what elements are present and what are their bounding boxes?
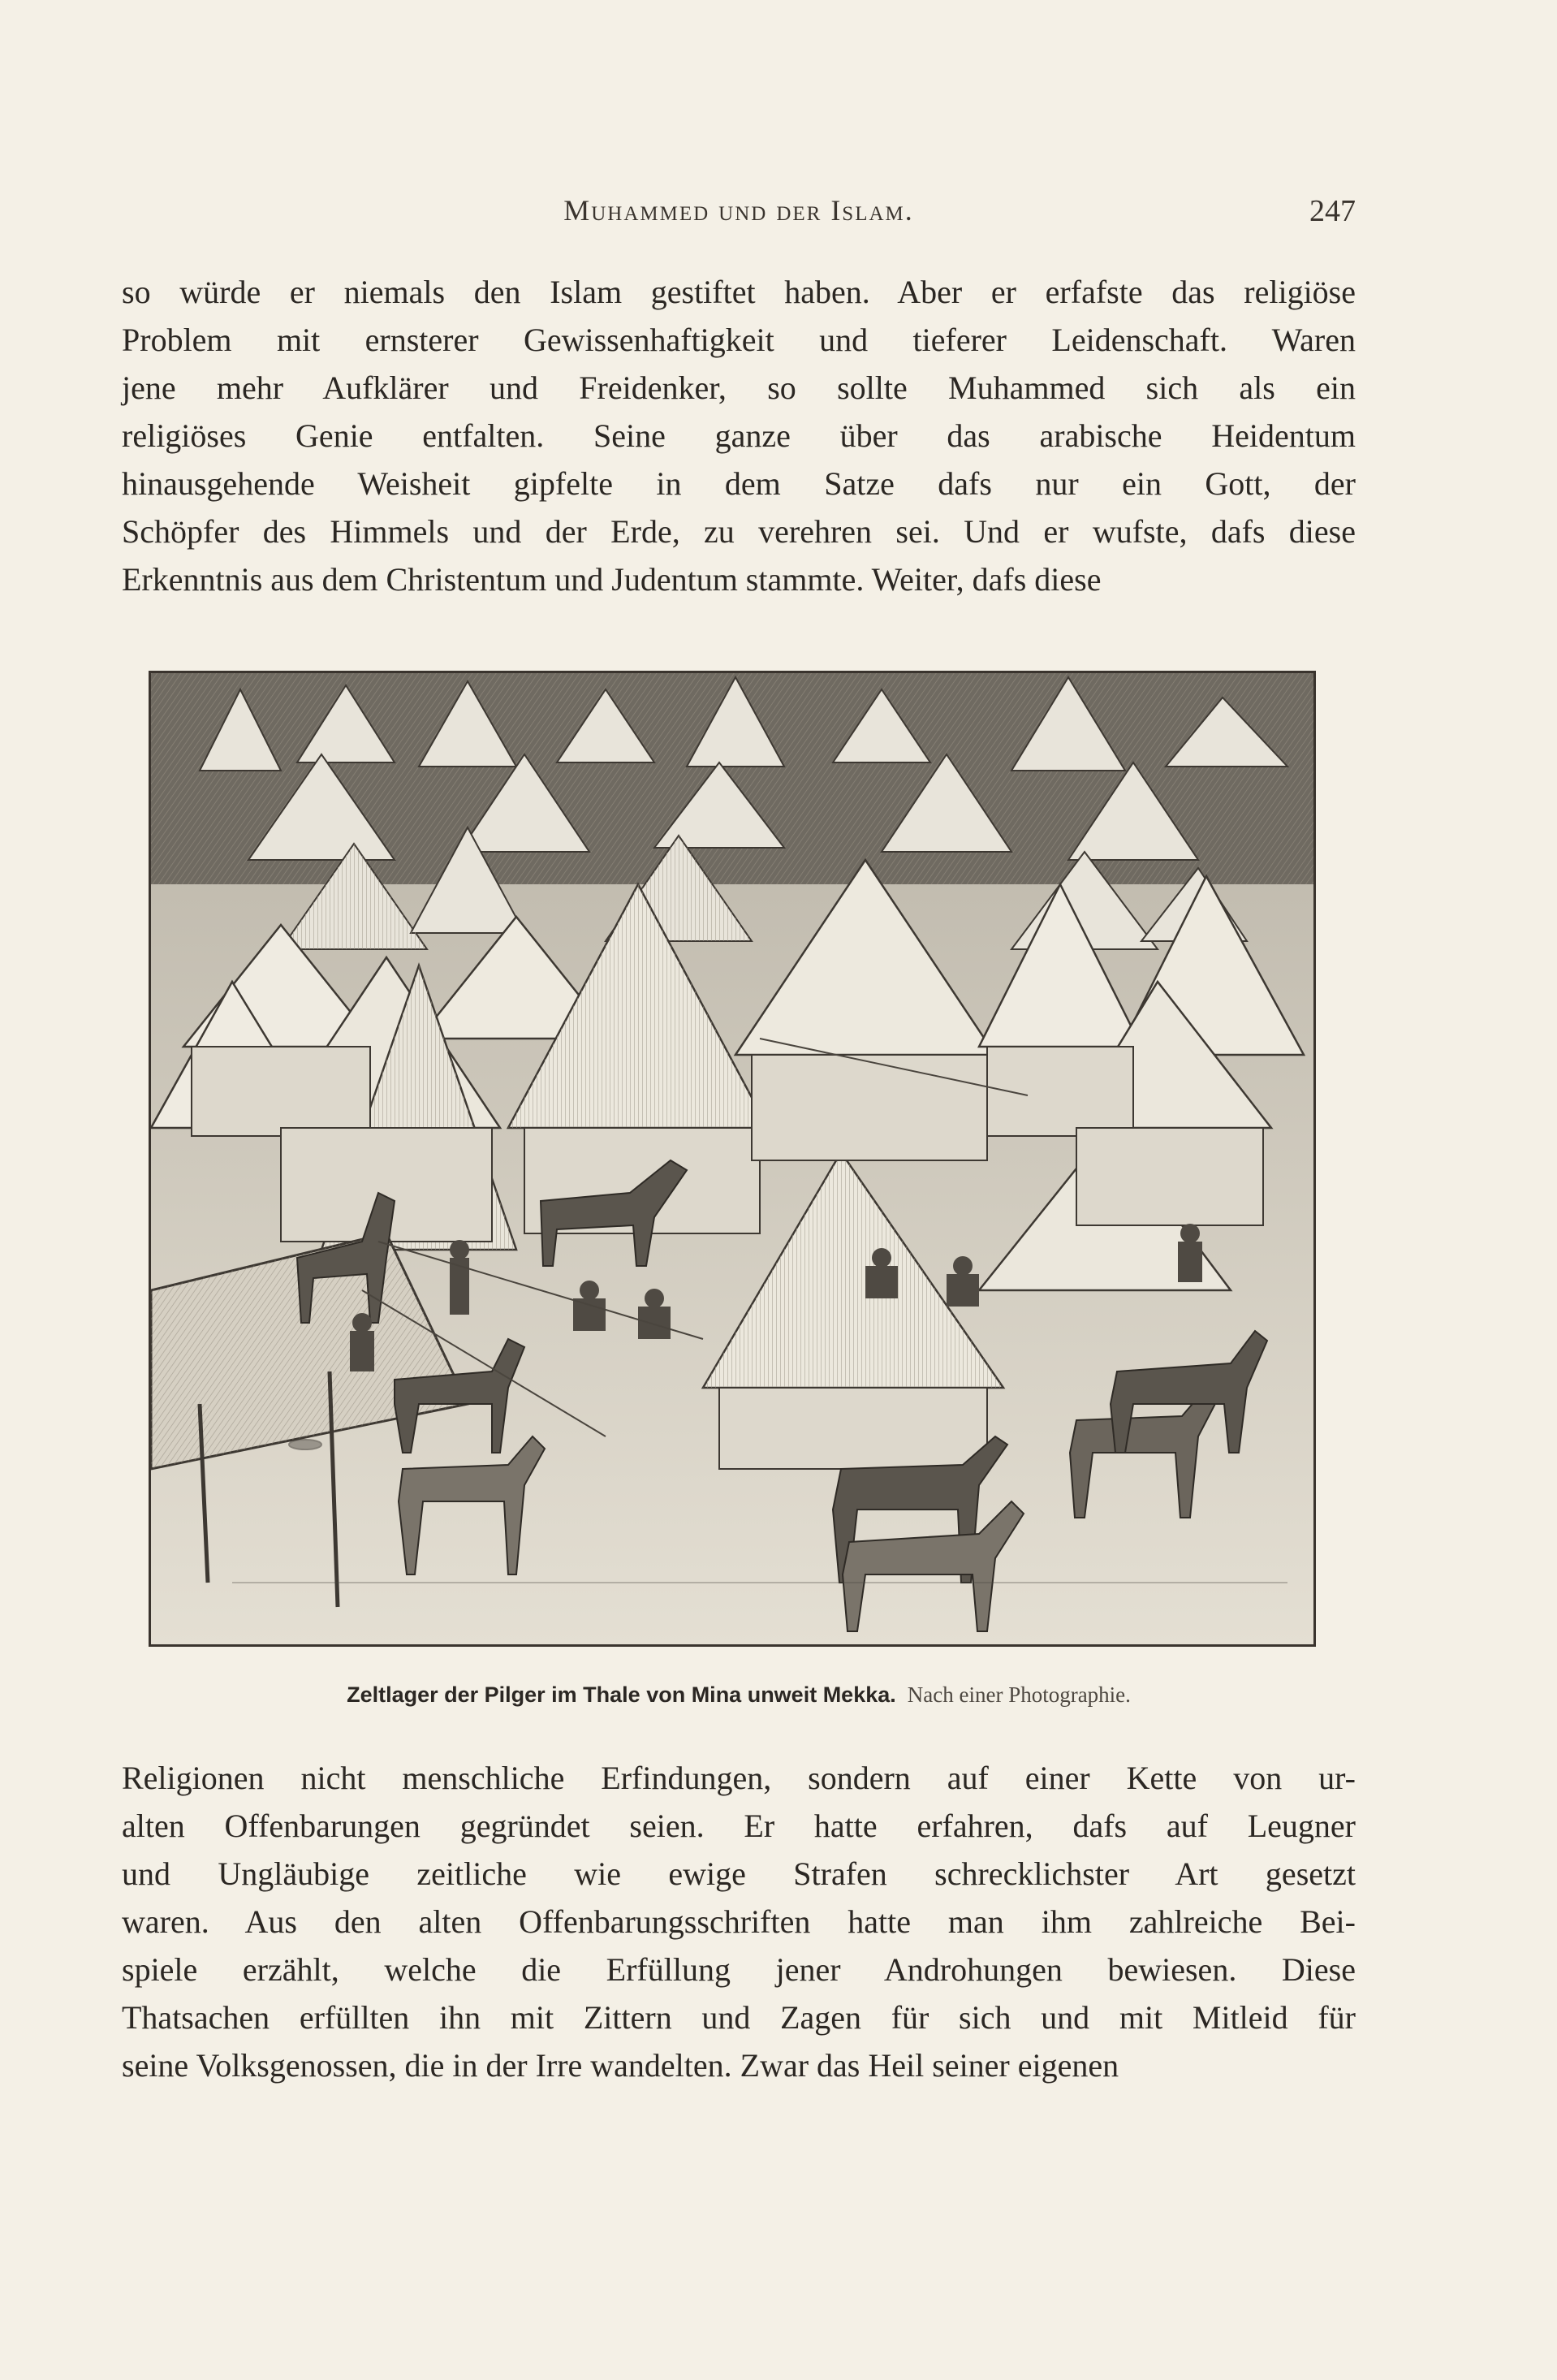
text-line: spiele erzählt, welche die Erfüllung jener Androhungen bewiesen. Diese bbox=[122, 1951, 1356, 1988]
text-line: so würde er niemals den Islam gestiftet haben. Aber er erfafste das religiöse bbox=[122, 274, 1356, 310]
text-line: waren. Aus den alten Offenbarungsschriften hatte man ihm zahlreiche Bei- bbox=[122, 1903, 1356, 1940]
page-number: 247 bbox=[1309, 194, 1356, 228]
text-line: hinausgehende Weisheit gipfelte in dem Satze dafs nur ein Gott, der bbox=[122, 465, 1356, 502]
paragraph-top bbox=[122, 268, 1356, 603]
engraving-illustration bbox=[149, 671, 1316, 1647]
text-line: und Ungläubige zeitliche wie ewige Strafen schrecklichster Art gesetzt bbox=[122, 1855, 1356, 1892]
running-title: Muhammed und der Islam. bbox=[563, 194, 914, 227]
text-line: Problem mit ernsterer Gewissenhaftigkeit und tieferer Leidenschaft. Waren bbox=[122, 322, 1356, 358]
caption-credit: Nach einer Photographie. bbox=[907, 1682, 1131, 1707]
text-line: jene mehr Aufklärer und Freidenker, so sollte Muhammed sich als ein bbox=[122, 369, 1356, 406]
text-line: religiöses Genie entfalten. Seine ganze über das arabische Heidentum bbox=[122, 417, 1356, 454]
text-line: Erkenntnis aus dem Christentum und Judentum stammte. Weiter, dafs diese bbox=[122, 561, 1102, 598]
text-line: Schöpfer des Himmels und der Erde, zu verehren sei. Und er wufste, dafs diese bbox=[122, 513, 1356, 550]
paragraph-bottom bbox=[122, 1754, 1356, 2089]
caption-title: Zeltlager der Pilger im Thale von Mina unweit Mekka. bbox=[347, 1682, 896, 1707]
text-line: alten Offenbarungen gegründet seien. Er hatte erfahren, dafs auf Leugner bbox=[122, 1808, 1356, 1844]
text-line: Religionen nicht menschliche Erfindungen, sondern auf einer Kette von ur- bbox=[122, 1760, 1356, 1796]
tent-camp-engraving bbox=[151, 673, 1313, 1644]
figure-caption bbox=[122, 1682, 1356, 1708]
running-head bbox=[122, 193, 1356, 234]
text-line: Thatsachen erfüllten ihn mit Zittern und Zagen für sich und mit Mitleid für bbox=[122, 1999, 1356, 2036]
text-line: seine Volksgenossen, die in der Irre wandelten. Zwar das Heil seiner eigenen bbox=[122, 2047, 1119, 2084]
